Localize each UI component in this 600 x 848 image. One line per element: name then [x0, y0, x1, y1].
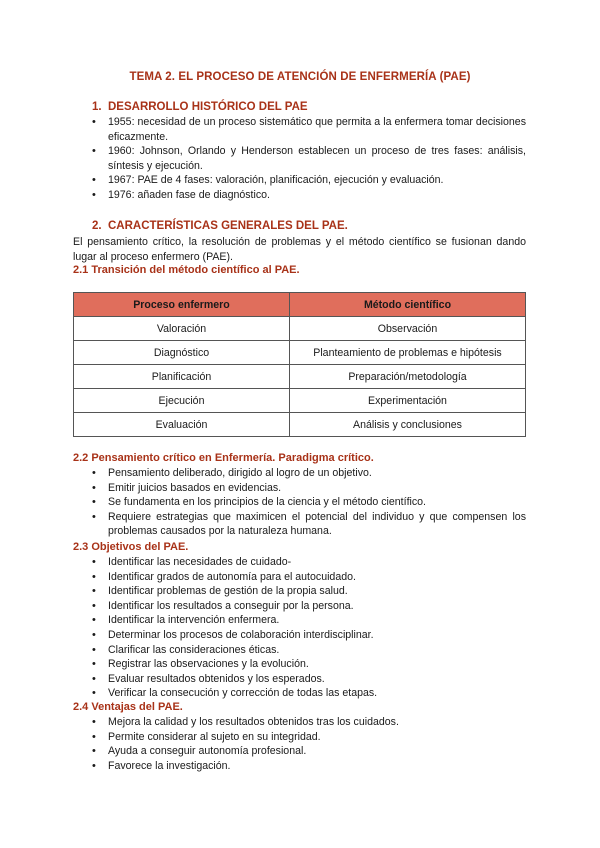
table-cell: Valoración [74, 317, 290, 341]
list-item: • 1960: Johnson, Orlando y Henderson establecen un proceso de tres fases: análisis, síntesis y ejecución. [108, 144, 526, 173]
section1-heading [92, 101, 308, 113]
section1-number: 1. [92, 101, 102, 113]
table-cell: Diagnóstico [74, 341, 290, 365]
section2-heading [92, 220, 348, 232]
section2-number: 2. [92, 220, 102, 232]
table-cell: Observación [290, 317, 526, 341]
table-row [74, 389, 526, 413]
subsection-2-1-heading: 2.1 Transición del método científico al PAE. [73, 264, 300, 276]
list-item: • Se fundamenta en los principios de la ciencia y el método científico. [108, 495, 526, 510]
pae-comparison-table [73, 292, 526, 437]
subsection-2-4-heading: 2.4 Ventajas del PAE. [73, 701, 183, 713]
list-item: • Identificar las necesidades de cuidado- [108, 555, 526, 570]
list-item: • Identificar problemas de gestión de la propia salud. [108, 584, 526, 599]
section2-paragraph: El pensamiento crítico, la resolución de problemas y el método científico se fusionan dando lugar al proceso enfermero (PAE). [73, 236, 526, 263]
list-item: • Mejora la calidad y los resultados obtenidos tras los cuidados. [108, 715, 526, 730]
section1-list [108, 115, 526, 203]
table-header-cell: Proceso enfermero [74, 293, 290, 317]
table-row [74, 365, 526, 389]
table-cell: Planificación [74, 365, 290, 389]
subsection-2-2-list [108, 466, 526, 539]
list-item: • Determinar los procesos de colaboración interdisciplinar. [108, 628, 526, 643]
list-item: • Clarificar las consideraciones éticas. [108, 643, 526, 658]
subsection-2-2-heading: 2.2 Pensamiento crítico en Enfermería. Paradigma crítico. [73, 452, 374, 464]
table-cell: Análisis y conclusiones [290, 413, 526, 437]
list-item: • 1955: necesidad de un proceso sistemático que permita a la enfermera tomar decisiones eficazmente. [108, 115, 526, 144]
list-item: • Verificar la consecución y corrección de todas las etapas. [108, 686, 526, 701]
list-item: • Identificar grados de autonomía para el autocuidado. [108, 570, 526, 585]
list-item: • Ayuda a conseguir autonomía profesional. [108, 744, 526, 759]
list-item: • 1967: PAE de 4 fases: valoración, planificación, ejecución y evaluación. [108, 173, 526, 188]
list-item: • Requiere estrategias que maximicen el potencial del individuo y que compensen los problemas causados por la naturaleza humana. [108, 510, 526, 539]
subsection-2-3-list [108, 555, 526, 701]
table-cell: Evaluación [74, 413, 290, 437]
list-item: • Pensamiento deliberado, dirigido al logro de un objetivo. [108, 466, 526, 481]
page-title: TEMA 2. EL PROCESO DE ATENCIÓN DE ENFERMERÍA (PAE) [129, 71, 471, 83]
list-item: • Registrar las observaciones y la evolución. [108, 657, 526, 672]
list-item: • 1976: añaden fase de diagnóstico. [108, 188, 526, 203]
subsection-2-4-list [108, 715, 526, 773]
list-item: • Identificar la intervención enfermera. [108, 613, 526, 628]
section2-title: CARACTERÍSTICAS GENERALES DEL PAE. [108, 220, 348, 232]
list-item: • Emitir juicios basados en evidencias. [108, 481, 526, 496]
table-row [74, 317, 526, 341]
table-header-cell: Método científico [290, 293, 526, 317]
list-item: • Identificar los resultados a conseguir por la persona. [108, 599, 526, 614]
list-item: • Evaluar resultados obtenidos y los esperados. [108, 672, 526, 687]
table-row [74, 341, 526, 365]
table-cell: Experimentación [290, 389, 526, 413]
table-cell: Ejecución [74, 389, 290, 413]
table-cell: Planteamiento de problemas e hipótesis [290, 341, 526, 365]
table-row [74, 413, 526, 437]
subsection-2-3-heading: 2.3 Objetivos del PAE. [73, 541, 189, 553]
table-header-row [74, 293, 526, 317]
list-item: • Favorece la investigación. [108, 759, 526, 774]
table-cell: Preparación/metodología [290, 365, 526, 389]
section1-title: DESARROLLO HISTÓRICO DEL PAE [108, 101, 308, 113]
list-item: • Permite considerar al sujeto en su integridad. [108, 730, 526, 745]
